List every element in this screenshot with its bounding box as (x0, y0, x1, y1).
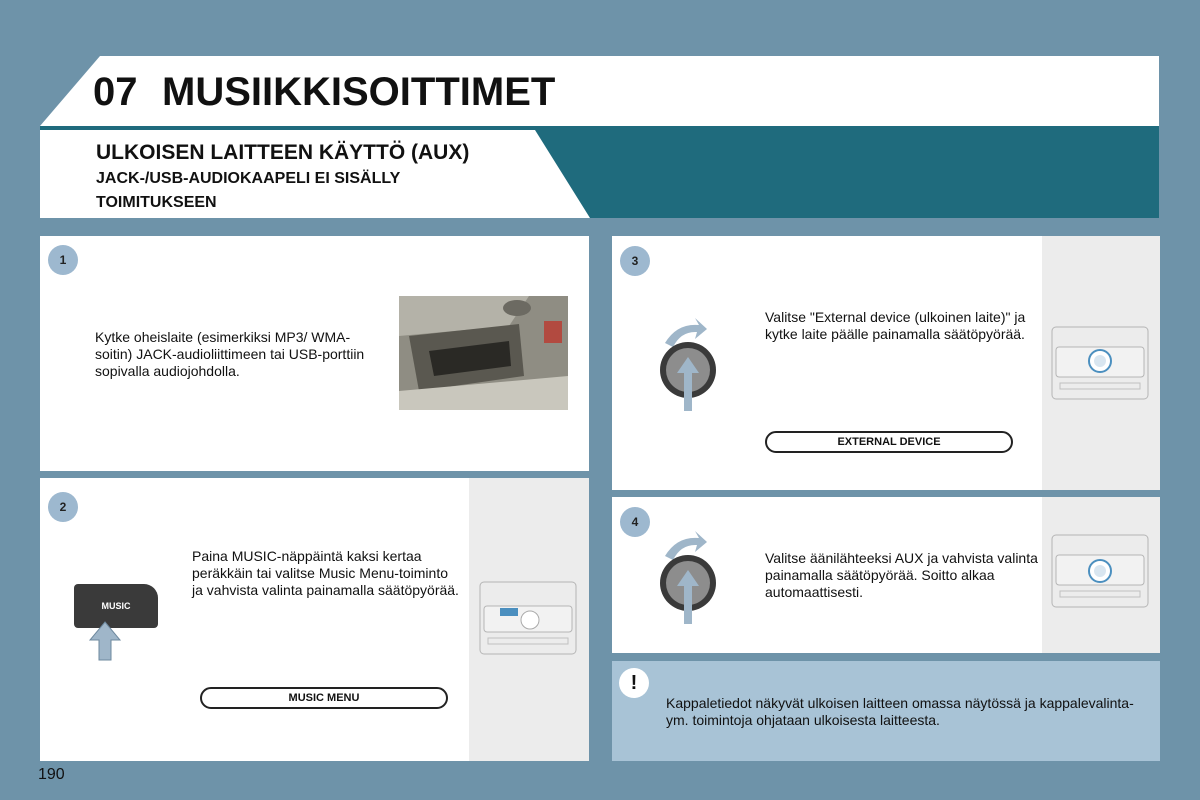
external-device-label: EXTERNAL DEVICE (765, 431, 1013, 453)
step-4-badge: 4 (620, 507, 650, 537)
step-2-text: Paina MUSIC-näppäintä kaksi kertaa peräkkäin tai valitse Music Menu-toiminto ja vahvista valinta painamalla säätöpyörää. (192, 548, 459, 598)
music-menu-label: MUSIC MENU (200, 687, 448, 709)
chapter-number: 07 (93, 70, 138, 114)
radio-panel-icon (1050, 533, 1150, 609)
rotate-knob-icon (655, 315, 721, 415)
rotate-knob-icon (655, 528, 721, 628)
radio-panel-icon (1050, 325, 1150, 401)
step-2-badge: 2 (48, 492, 78, 522)
section-subtitle: JACK-/USB-AUDIOKAAPELI EI SISÄLLY TOIMITUKSEEN (96, 170, 401, 211)
page-number: 190 (38, 766, 65, 783)
step-3-badge: 3 (620, 246, 650, 276)
warning-icon: ! (619, 668, 649, 698)
up-arrow-icon (88, 620, 122, 662)
glovebox-photo (399, 296, 568, 410)
section-title-diagonal (535, 130, 590, 218)
step-3-text: Valitse "External device (ulkoinen laite)" ja kytke laite päälle painamalla säätöpyörää. (765, 309, 1026, 342)
radio-panel-icon (478, 580, 578, 656)
step-1-badge: 1 (48, 245, 78, 275)
step-4-text: Valitse äänilähteeksi AUX ja vahvista valinta painamalla säätöpyörää. Soitto alkaa automaattisesti. (765, 550, 1038, 600)
step-1-text: Kytke oheislaite (esimerkiksi MP3/ WMA-soitin) JACK-audioliittimeen tai USB-porttiin sopivalla audiojohdolla. (95, 329, 365, 379)
chapter-title: MUSIIKKISOITTIMET (162, 70, 556, 114)
section-title: ULKOISEN LAITTEEN KÄYTTÖ (AUX) (96, 141, 470, 164)
music-button: MUSIC (74, 584, 158, 628)
note-text: Kappaletiedot näkyvät ulkoisen laitteen omassa näytössä ja kappalevalinta- ym. toimintoja ohjataan ulkoisesta laitteesta. (666, 695, 1134, 728)
header-corner-cut (40, 56, 100, 126)
